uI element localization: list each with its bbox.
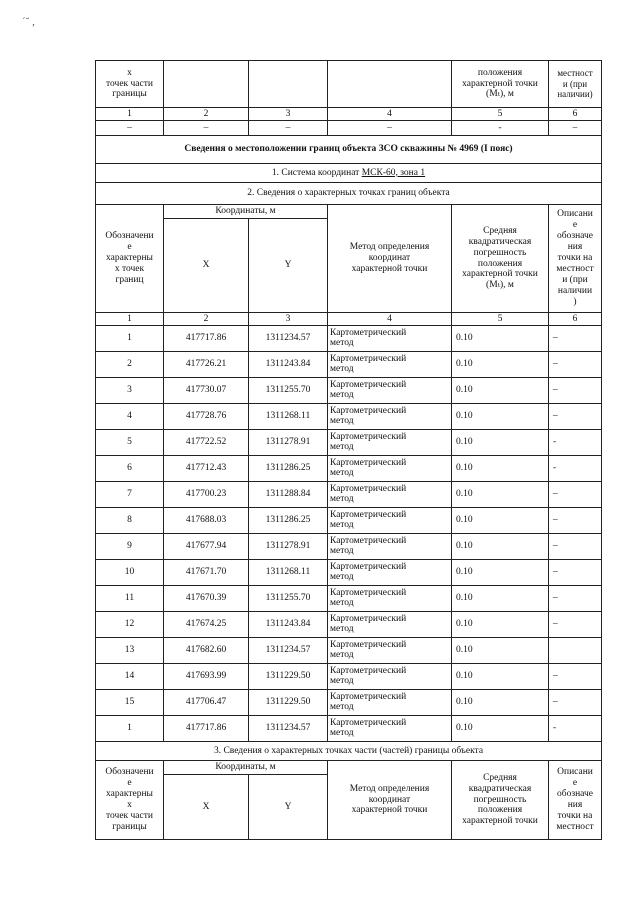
dash-cell: –: [328, 121, 452, 136]
point-description: –: [549, 482, 602, 508]
section-title: Сведения о местоположении границ объекта ЗСО скважины № 4969 (I пояс): [96, 136, 602, 164]
points-header-method: Метод определения координат характерной точки: [328, 205, 452, 313]
point-error: 0.10: [452, 560, 549, 586]
part-header-method: Метод определения координат характерной точки: [328, 761, 452, 840]
point-description: -: [549, 456, 602, 482]
point-method: Картометрический метод: [328, 638, 452, 664]
table-row: [96, 378, 602, 404]
point-id: 14: [96, 664, 164, 690]
point-method: Картометрический метод: [328, 482, 452, 508]
col-number: 3: [249, 313, 328, 326]
table-row: [96, 482, 602, 508]
table-row: [96, 326, 602, 352]
header-y: [249, 61, 328, 108]
point-id: 1: [96, 716, 164, 742]
section2-row: [96, 183, 602, 205]
header-method: [328, 61, 452, 108]
point-x: 417706.47: [164, 690, 249, 716]
table-row: [96, 404, 602, 430]
header-designation: х точек части границы: [96, 61, 164, 108]
point-error: 0.10: [452, 404, 549, 430]
point-x: 417728.76: [164, 404, 249, 430]
table-row: [96, 638, 602, 664]
point-method: Картометрический метод: [328, 352, 452, 378]
point-description: -: [549, 716, 602, 742]
point-description: -: [549, 430, 602, 456]
point-x: 417722.52: [164, 430, 249, 456]
table-row: [96, 456, 602, 482]
point-method: Картометрический метод: [328, 456, 452, 482]
point-x: 417671.70: [164, 560, 249, 586]
point-error: 0.10: [452, 430, 549, 456]
point-id: 11: [96, 586, 164, 612]
point-description: –: [549, 586, 602, 612]
points-header-y: Y: [249, 219, 328, 313]
part-header-designation: Обозначени е характерны х точек части границы: [96, 761, 164, 840]
point-y: 1311234.57: [249, 326, 328, 352]
col-number: 6: [549, 108, 602, 121]
point-x: 417682.60: [164, 638, 249, 664]
dash-cell: –: [549, 121, 602, 136]
dash-cell: –: [96, 121, 164, 136]
point-description: –: [549, 378, 602, 404]
point-description: –: [549, 560, 602, 586]
point-y: 1311286.25: [249, 508, 328, 534]
table-row: [96, 534, 602, 560]
point-y: 1311268.11: [249, 560, 328, 586]
point-x: 417670.39: [164, 586, 249, 612]
table-row: [96, 352, 602, 378]
point-error: 0.10: [452, 612, 549, 638]
point-y: 1311243.84: [249, 352, 328, 378]
col-number: 1: [96, 313, 164, 326]
continued-header-row: [96, 61, 602, 108]
header-x: [164, 61, 249, 108]
points-header-coords: Координаты, м: [164, 205, 328, 219]
point-description: –: [549, 690, 602, 716]
point-error: 0.10: [452, 482, 549, 508]
part-header-error: Средняя квадратическая погрешность положения характерной точки: [452, 761, 549, 840]
points-header-description: Описани е обозначе ния точки на местност и (при наличии ): [549, 205, 602, 313]
point-id: 13: [96, 638, 164, 664]
column-number-row: [96, 108, 602, 121]
point-error: 0.10: [452, 456, 549, 482]
point-id: 5: [96, 430, 164, 456]
point-x: 417693.99: [164, 664, 249, 690]
col-number: 1: [96, 108, 164, 121]
section3-row: [96, 742, 602, 761]
table-row: [96, 716, 602, 742]
col-number: 5: [452, 108, 549, 121]
table-row: [96, 430, 602, 456]
point-description: [549, 638, 602, 664]
point-y: 1311234.57: [249, 638, 328, 664]
table-row: [96, 664, 602, 690]
point-description: –: [549, 534, 602, 560]
coord-system-row: [96, 164, 602, 183]
point-y: 1311255.70: [249, 586, 328, 612]
point-x: 417730.07: [164, 378, 249, 404]
dash-cell: –: [249, 121, 328, 136]
coord-system-value: МСК-60, зона 1: [361, 167, 426, 178]
point-x: 417726.21: [164, 352, 249, 378]
points-header-designation: Обозначени е характерны х точек границ: [96, 205, 164, 313]
point-x: 417677.94: [164, 534, 249, 560]
point-description: –: [549, 404, 602, 430]
header-description: местност и (при наличии): [549, 61, 602, 108]
section2-title: 2. Сведения о характерных точках границ объекта: [96, 183, 602, 205]
table-row: [96, 508, 602, 534]
point-method: Картометрический метод: [328, 586, 452, 612]
point-y: 1311286.25: [249, 456, 328, 482]
point-x: 417717.86: [164, 326, 249, 352]
point-description: –: [549, 612, 602, 638]
part-header-coords: Координаты, м: [164, 761, 328, 775]
table-row: [96, 586, 602, 612]
dash-cell: -: [452, 121, 549, 136]
col-number: 3: [249, 108, 328, 121]
col-number: 4: [328, 108, 452, 121]
dash-cell: –: [164, 121, 249, 136]
point-id: 12: [96, 612, 164, 638]
point-error: 0.10: [452, 638, 549, 664]
point-method: Картометрический метод: [328, 508, 452, 534]
point-method: Картометрический метод: [328, 716, 452, 742]
points-header-row: [96, 205, 602, 219]
col-number: 5: [452, 313, 549, 326]
col-number: 4: [328, 313, 452, 326]
point-description: –: [549, 664, 602, 690]
point-id: 6: [96, 456, 164, 482]
part-header-row: [96, 761, 602, 775]
col-number: 2: [164, 108, 249, 121]
point-id: 3: [96, 378, 164, 404]
table-row: [96, 612, 602, 638]
header-error: положения характерной точки (Mₜ), м: [452, 61, 549, 108]
point-method: Картометрический метод: [328, 534, 452, 560]
part-header-x: X: [164, 775, 249, 840]
coord-system: [96, 164, 602, 183]
column-number-row: [96, 313, 602, 326]
point-error: 0.10: [452, 716, 549, 742]
point-error: 0.10: [452, 690, 549, 716]
point-x: 417717.86: [164, 716, 249, 742]
point-y: 1311255.70: [249, 378, 328, 404]
col-number: 2: [164, 313, 249, 326]
point-method: Картометрический метод: [328, 690, 452, 716]
empty-row: [96, 121, 602, 136]
point-description: –: [549, 326, 602, 352]
coord-system-label: 1. Система координат: [271, 167, 362, 178]
point-y: 1311234.57: [249, 716, 328, 742]
point-method: Картометрический метод: [328, 404, 452, 430]
col-number: 6: [549, 313, 602, 326]
point-error: 0.10: [452, 534, 549, 560]
point-error: 0.10: [452, 326, 549, 352]
point-method: Картометрический метод: [328, 560, 452, 586]
point-y: 1311243.84: [249, 612, 328, 638]
table-row: [96, 690, 602, 716]
point-method: Картометрический метод: [328, 326, 452, 352]
point-x: 417688.03: [164, 508, 249, 534]
point-x: 417674.25: [164, 612, 249, 638]
point-id: 1: [96, 326, 164, 352]
points-header-x: X: [164, 219, 249, 313]
boundary-table: [95, 60, 602, 840]
point-y: 1311288.84: [249, 482, 328, 508]
point-y: 1311229.50: [249, 690, 328, 716]
scan-mark: ˊ˘ ,: [22, 16, 35, 28]
point-id: 10: [96, 560, 164, 586]
point-x: 417700.23: [164, 482, 249, 508]
point-id: 9: [96, 534, 164, 560]
point-id: 2: [96, 352, 164, 378]
point-method: Картометрический метод: [328, 664, 452, 690]
table-row: [96, 560, 602, 586]
point-id: 7: [96, 482, 164, 508]
part-header-description: Описани е обозначе ния точки на местност: [549, 761, 602, 840]
point-error: 0.10: [452, 352, 549, 378]
section3-title: 3. Сведения о характерных точках части (частей) границы объекта: [96, 742, 602, 761]
point-method: Картометрический метод: [328, 430, 452, 456]
part-header-y: Y: [249, 775, 328, 840]
point-id: 4: [96, 404, 164, 430]
point-x: 417712.43: [164, 456, 249, 482]
points-body: [96, 326, 602, 742]
point-id: 15: [96, 690, 164, 716]
point-error: 0.10: [452, 378, 549, 404]
point-error: 0.10: [452, 586, 549, 612]
points-header-error: Средняя квадратическая погрешность положения характерной точки (Mₜ), м: [452, 205, 549, 313]
point-y: 1311278.91: [249, 430, 328, 456]
point-id: 8: [96, 508, 164, 534]
point-method: Картометрический метод: [328, 378, 452, 404]
point-method: Картометрический метод: [328, 612, 452, 638]
point-error: 0.10: [452, 508, 549, 534]
point-y: 1311278.91: [249, 534, 328, 560]
point-description: –: [549, 508, 602, 534]
point-description: –: [549, 352, 602, 378]
point-y: 1311268.11: [249, 404, 328, 430]
point-y: 1311229.50: [249, 664, 328, 690]
point-error: 0.10: [452, 664, 549, 690]
section-title-row: [96, 136, 602, 164]
